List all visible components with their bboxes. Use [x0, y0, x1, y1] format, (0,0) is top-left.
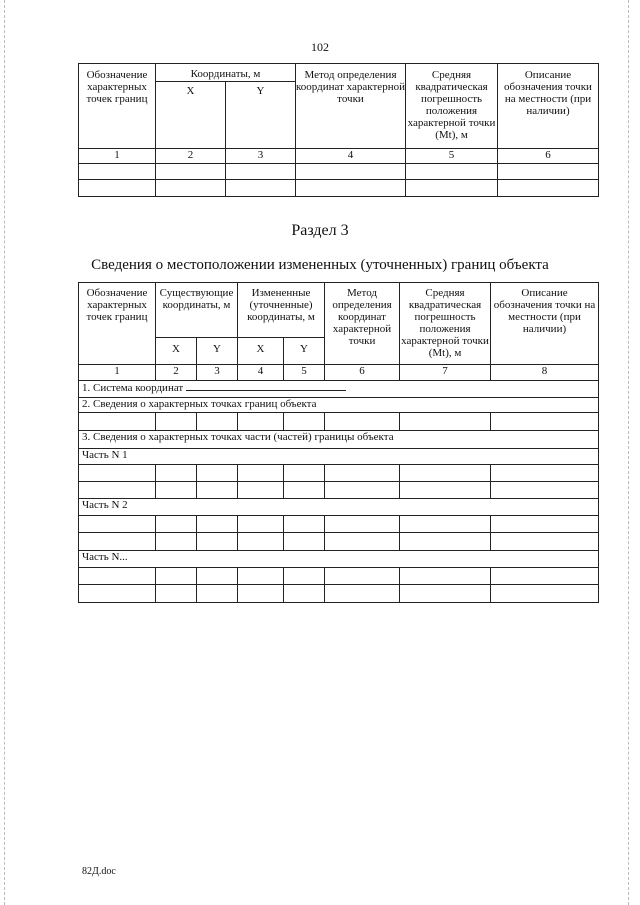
table-row — [79, 164, 599, 180]
table-row — [79, 516, 599, 533]
col-number: 5 — [406, 149, 498, 164]
col-number: 4 — [238, 365, 284, 381]
header-y: Y — [226, 82, 296, 149]
header-changed-coords: Измененные (уточненные) координаты, м — [238, 283, 325, 338]
header-changed-x: X — [238, 338, 284, 365]
header-existing-x: X — [156, 338, 197, 365]
boundary-points-label: 2. Сведения о характерных точках границ объекта — [79, 398, 599, 413]
header-x: X — [156, 82, 226, 149]
coord-system-row — [79, 381, 599, 398]
table-row — [79, 413, 599, 431]
left-edge-line — [4, 0, 5, 905]
header-method: Метод определения координат характерной точки — [325, 283, 400, 365]
col-number: 8 — [491, 365, 599, 381]
table-row — [79, 180, 599, 197]
col-number: 4 — [296, 149, 406, 164]
part-n-label: Часть N... — [79, 551, 599, 568]
table-row — [79, 465, 599, 482]
coord-system-label: 1. Система координат — [82, 382, 184, 394]
part-1-label: Часть N 1 — [79, 449, 599, 465]
col-number: 1 — [79, 149, 156, 164]
header-error: Средняя квадратическая погрешность положения характерной точки (Mt), м — [406, 64, 498, 149]
header-error: Средняя квадратическая погрешность положения характерной точки (Mt), м — [400, 283, 491, 365]
header-designation: Обозначение характерных точек границ — [79, 283, 156, 365]
table-row — [79, 533, 599, 551]
header-description: Описание обозначения точки на местности (при наличии) — [498, 64, 599, 149]
header-method: Метод определения координат характерной точки — [296, 64, 406, 149]
col-number: 2 — [156, 365, 197, 381]
header-existing-y: Y — [197, 338, 238, 365]
header-coords: Координаты, м — [156, 64, 296, 82]
col-number: 7 — [400, 365, 491, 381]
col-number: 6 — [498, 149, 599, 164]
part-points-label: 3. Сведения о характерных точках части (частей) границы объекта — [79, 431, 599, 449]
table-row — [79, 585, 599, 603]
footer-filename: 82Д.doc — [82, 866, 116, 877]
coord-system-blank — [186, 381, 346, 391]
col-number: 6 — [325, 365, 400, 381]
table-row — [79, 482, 599, 499]
col-number: 1 — [79, 365, 156, 381]
table-row — [79, 568, 599, 585]
col-number: 2 — [156, 149, 226, 164]
col-number: 3 — [226, 149, 296, 164]
col-number: 3 — [197, 365, 238, 381]
header-existing-coords: Существующие координаты, м — [156, 283, 238, 338]
boundary-points-table — [78, 63, 599, 197]
col-number: 5 — [284, 365, 325, 381]
header-description: Описание обозначения точки на местности (при наличии) — [491, 283, 599, 365]
right-edge-line — [628, 0, 629, 905]
page-number: 102 — [311, 40, 329, 54]
changed-boundaries-table — [78, 282, 599, 603]
header-changed-y: Y — [284, 338, 325, 365]
section-title: Раздел 3 — [291, 222, 349, 239]
header-designation: Обозначение характерных точек границ — [79, 64, 156, 149]
section-subtitle: Сведения о местоположении измененных (уточненных) границ объекта — [91, 257, 549, 273]
part-2-label: Часть N 2 — [79, 499, 599, 516]
